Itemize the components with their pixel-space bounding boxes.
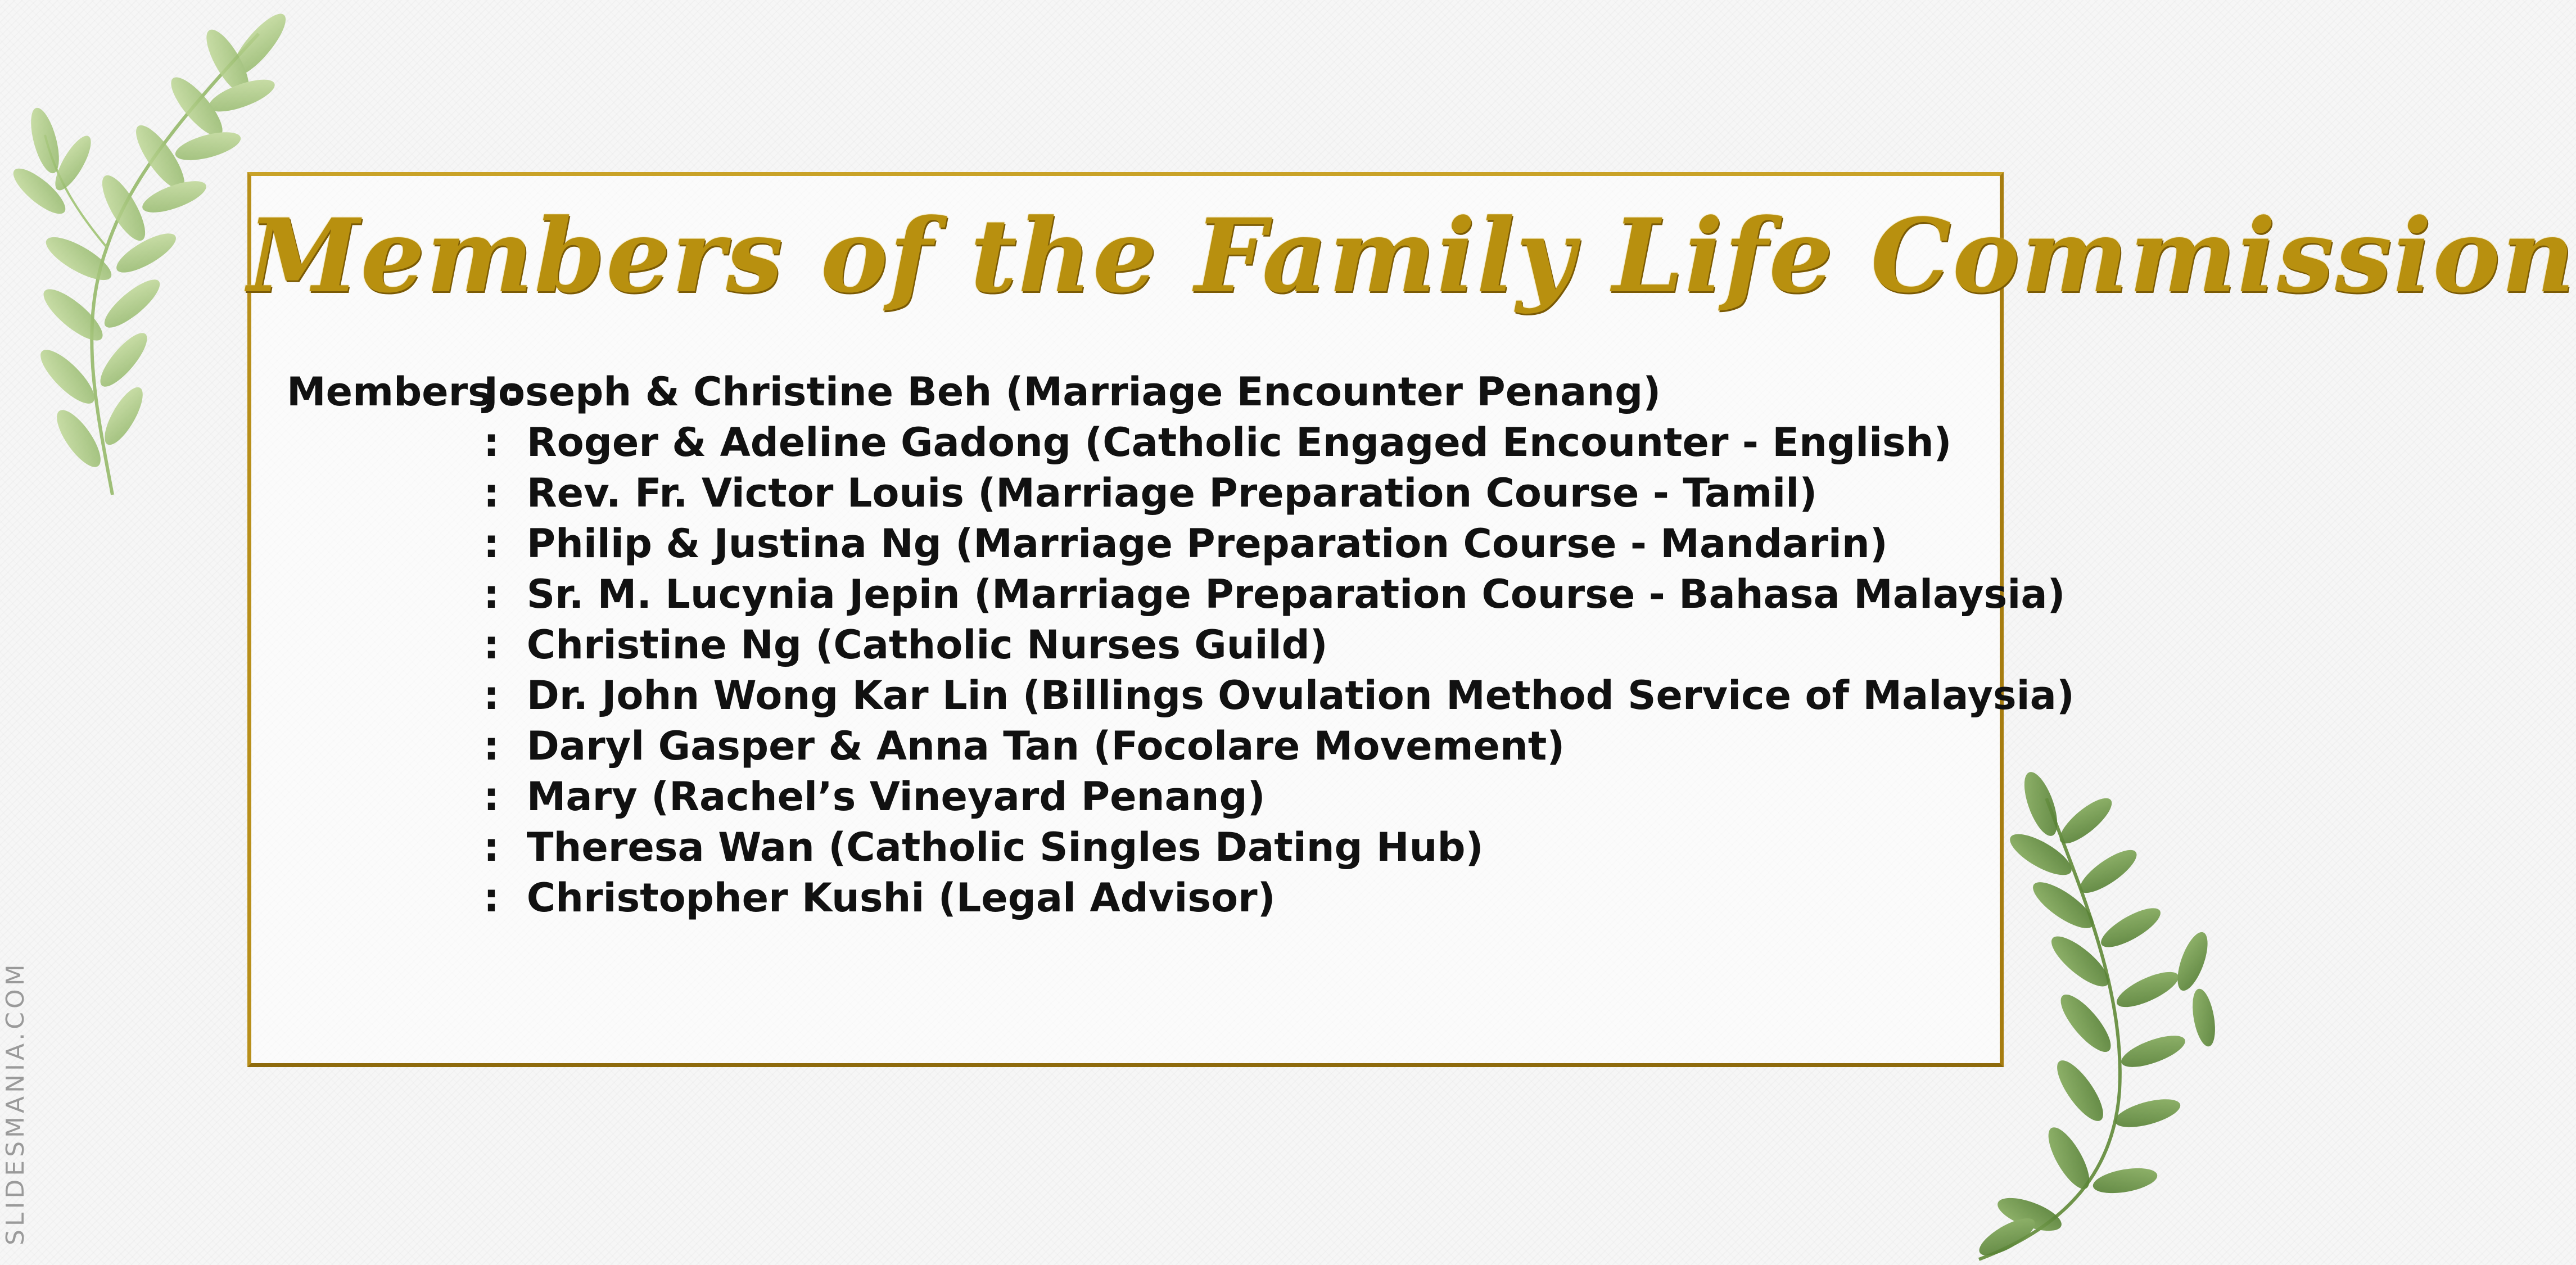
row-spacer [287,822,483,873]
row-spacer [287,721,483,771]
member-entry [483,468,1817,518]
separator: : [483,571,499,617]
member-text: Theresa Wan (Catholic Singles Dating Hub) [526,824,1484,870]
member-row [287,417,2075,468]
separator: : [483,622,499,668]
member-row [287,468,2075,518]
member-text: Dr. John Wong Kar Lin (Billings Ovulation Method Service of Malaysia) [526,672,2075,719]
separator: : [483,521,499,567]
member-row [287,721,2075,771]
member-row [287,670,2075,721]
member-row [287,873,2075,923]
member-entry [483,721,1565,771]
separator: : [483,824,499,870]
row-spacer [287,468,483,518]
slidesmania-watermark: SLIDESMANIA.COM [1,961,30,1245]
member-row [287,518,2075,569]
row-spacer [287,518,483,569]
member-entry [483,822,1484,873]
member-entry [483,620,1328,670]
members-list [287,367,2075,923]
separator: : [483,723,499,769]
member-text: Roger & Adeline Gadong (Catholic Engaged Encounter - English) [526,419,1952,466]
separator: : [483,774,499,820]
member-entry [483,569,2066,620]
row-spacer [287,670,483,721]
separator: : [483,419,499,466]
members-label: Members : [287,369,521,415]
member-row [287,569,2075,620]
separator: : [483,875,499,921]
member-text: Mary (Rachel’s Vineyard Penang) [526,774,1266,820]
separator: : [483,470,499,516]
member-text: Sr. M. Lucynia Jepin (Marriage Preparation Course - Bahasa Malaysia) [526,571,2066,617]
row-spacer [287,620,483,670]
member-text: Philip & Justina Ng (Marriage Preparation Course - Mandarin) [526,521,1888,567]
member-entry [483,670,2075,721]
row-spacer [287,569,483,620]
slide-title: Members of the Family Life Commission [247,197,2576,315]
member-row [287,620,2075,670]
member-row [287,822,2075,873]
row-spacer [287,417,483,468]
member-entry [483,417,1952,468]
member-row [287,367,2075,417]
member-text: Daryl Gasper & Anna Tan (Focolare Movement) [526,723,1565,769]
member-text: Christine Ng (Catholic Nurses Guild) [526,622,1328,668]
member-text: Christopher Kushi (Legal Advisor) [526,875,1276,921]
member-text: Rev. Fr. Victor Louis (Marriage Preparation Course - Tamil) [526,470,1818,516]
member-entry [483,771,1266,822]
row-spacer [287,873,483,923]
member-entry [483,873,1276,923]
member-entry: Joseph & Christine Beh (Marriage Encounter Penang) [483,369,1661,415]
member-row [287,771,2075,822]
row-spacer [287,771,483,822]
member-entry [483,518,1888,569]
separator: : [483,672,499,719]
